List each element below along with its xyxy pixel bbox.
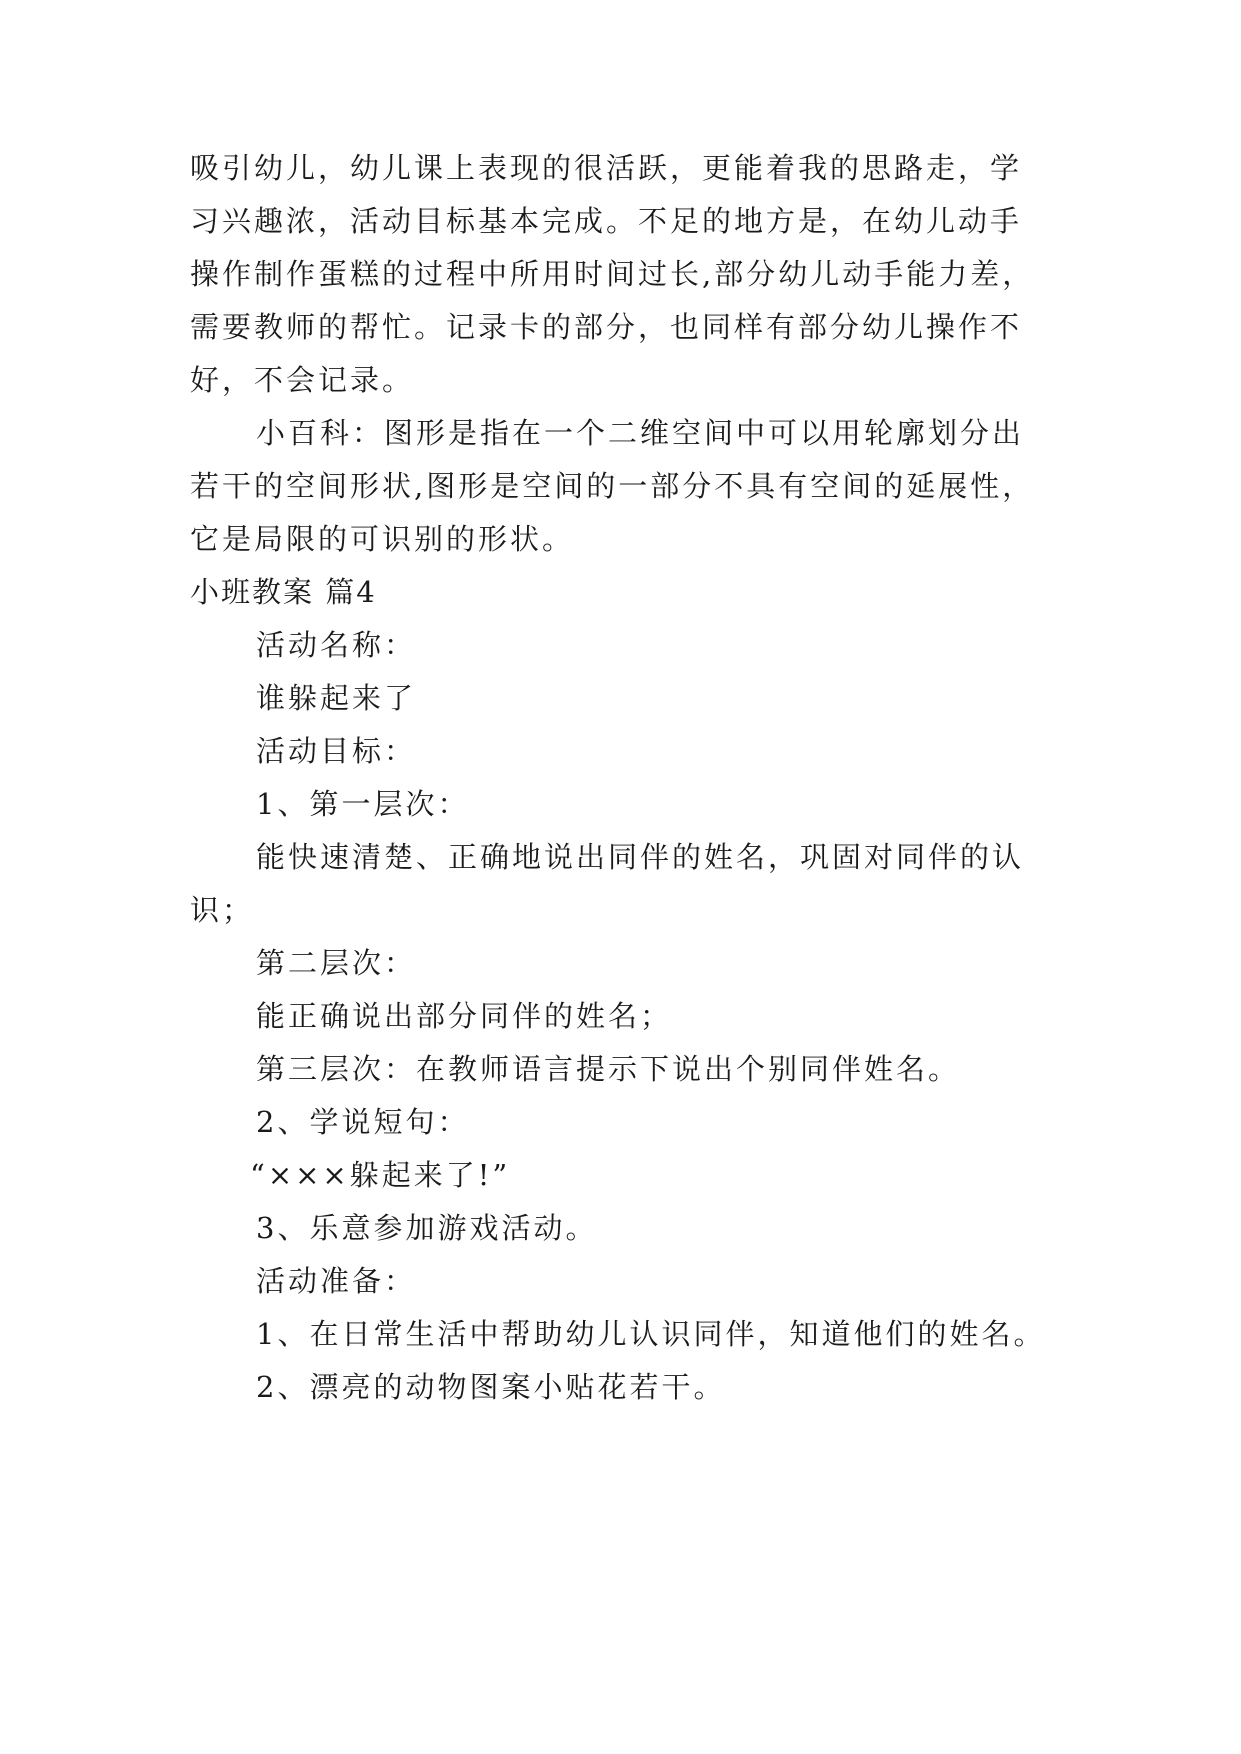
activity-name: 谁躲起来了	[256, 681, 417, 715]
preparation-label: 活动准备：	[256, 1264, 417, 1298]
encyclopedia-line: 它是局限的可识别的形状。	[190, 522, 575, 556]
paragraph-line: 好，不会记录。	[190, 363, 415, 397]
section-title: 小班教案 篇4	[190, 575, 377, 609]
goal-2-title: 2、学说短句：	[256, 1105, 470, 1139]
paragraph-line: 操作制作蛋糕的过程中所用时间过长,部分幼儿动手能力差，	[190, 257, 1035, 291]
goal-1-text-line: 识；	[190, 893, 255, 927]
goal-1-text-line: 能快速清楚、正确地说出同伴的姓名，巩固对同伴的认	[256, 840, 1025, 874]
encyclopedia-line: 小百科：图形是指在一个二维空间中可以用轮廓划分出	[256, 416, 1025, 450]
level-3-text: 第三层次：在教师语言提示下说出个别同伴姓名。	[256, 1052, 961, 1086]
preparation-item: 1、在日常生活中帮助幼儿认识同伴，知道他们的姓名。	[256, 1317, 1046, 1351]
level-2-label: 第二层次：	[256, 946, 417, 980]
paragraph-line: 需要教师的帮忙。记录卡的部分，也同样有部分幼儿操作不	[190, 310, 1023, 344]
paragraph-line: 习兴趣浓，活动目标基本完成。不足的地方是，在幼儿动手	[190, 204, 1023, 238]
encyclopedia-line: 若干的空间形状,图形是空间的一部分不具有空间的延展性，	[190, 469, 1035, 503]
activity-name-label: 活动名称：	[256, 628, 417, 662]
goal-2-quote: “×××躲起来了!”	[250, 1158, 511, 1192]
preparation-item: 2、漂亮的动物图案小贴花若干。	[256, 1370, 726, 1404]
paragraph-line: 吸引幼儿，幼儿课上表现的很活跃，更能着我的思路走，学	[190, 151, 1023, 185]
level-2-text: 能正确说出部分同伴的姓名；	[256, 999, 673, 1033]
goal-3: 3、乐意参加游戏活动。	[256, 1211, 598, 1245]
goal-1-title: 1、第一层次：	[256, 787, 470, 821]
goals-label: 活动目标：	[256, 734, 417, 768]
